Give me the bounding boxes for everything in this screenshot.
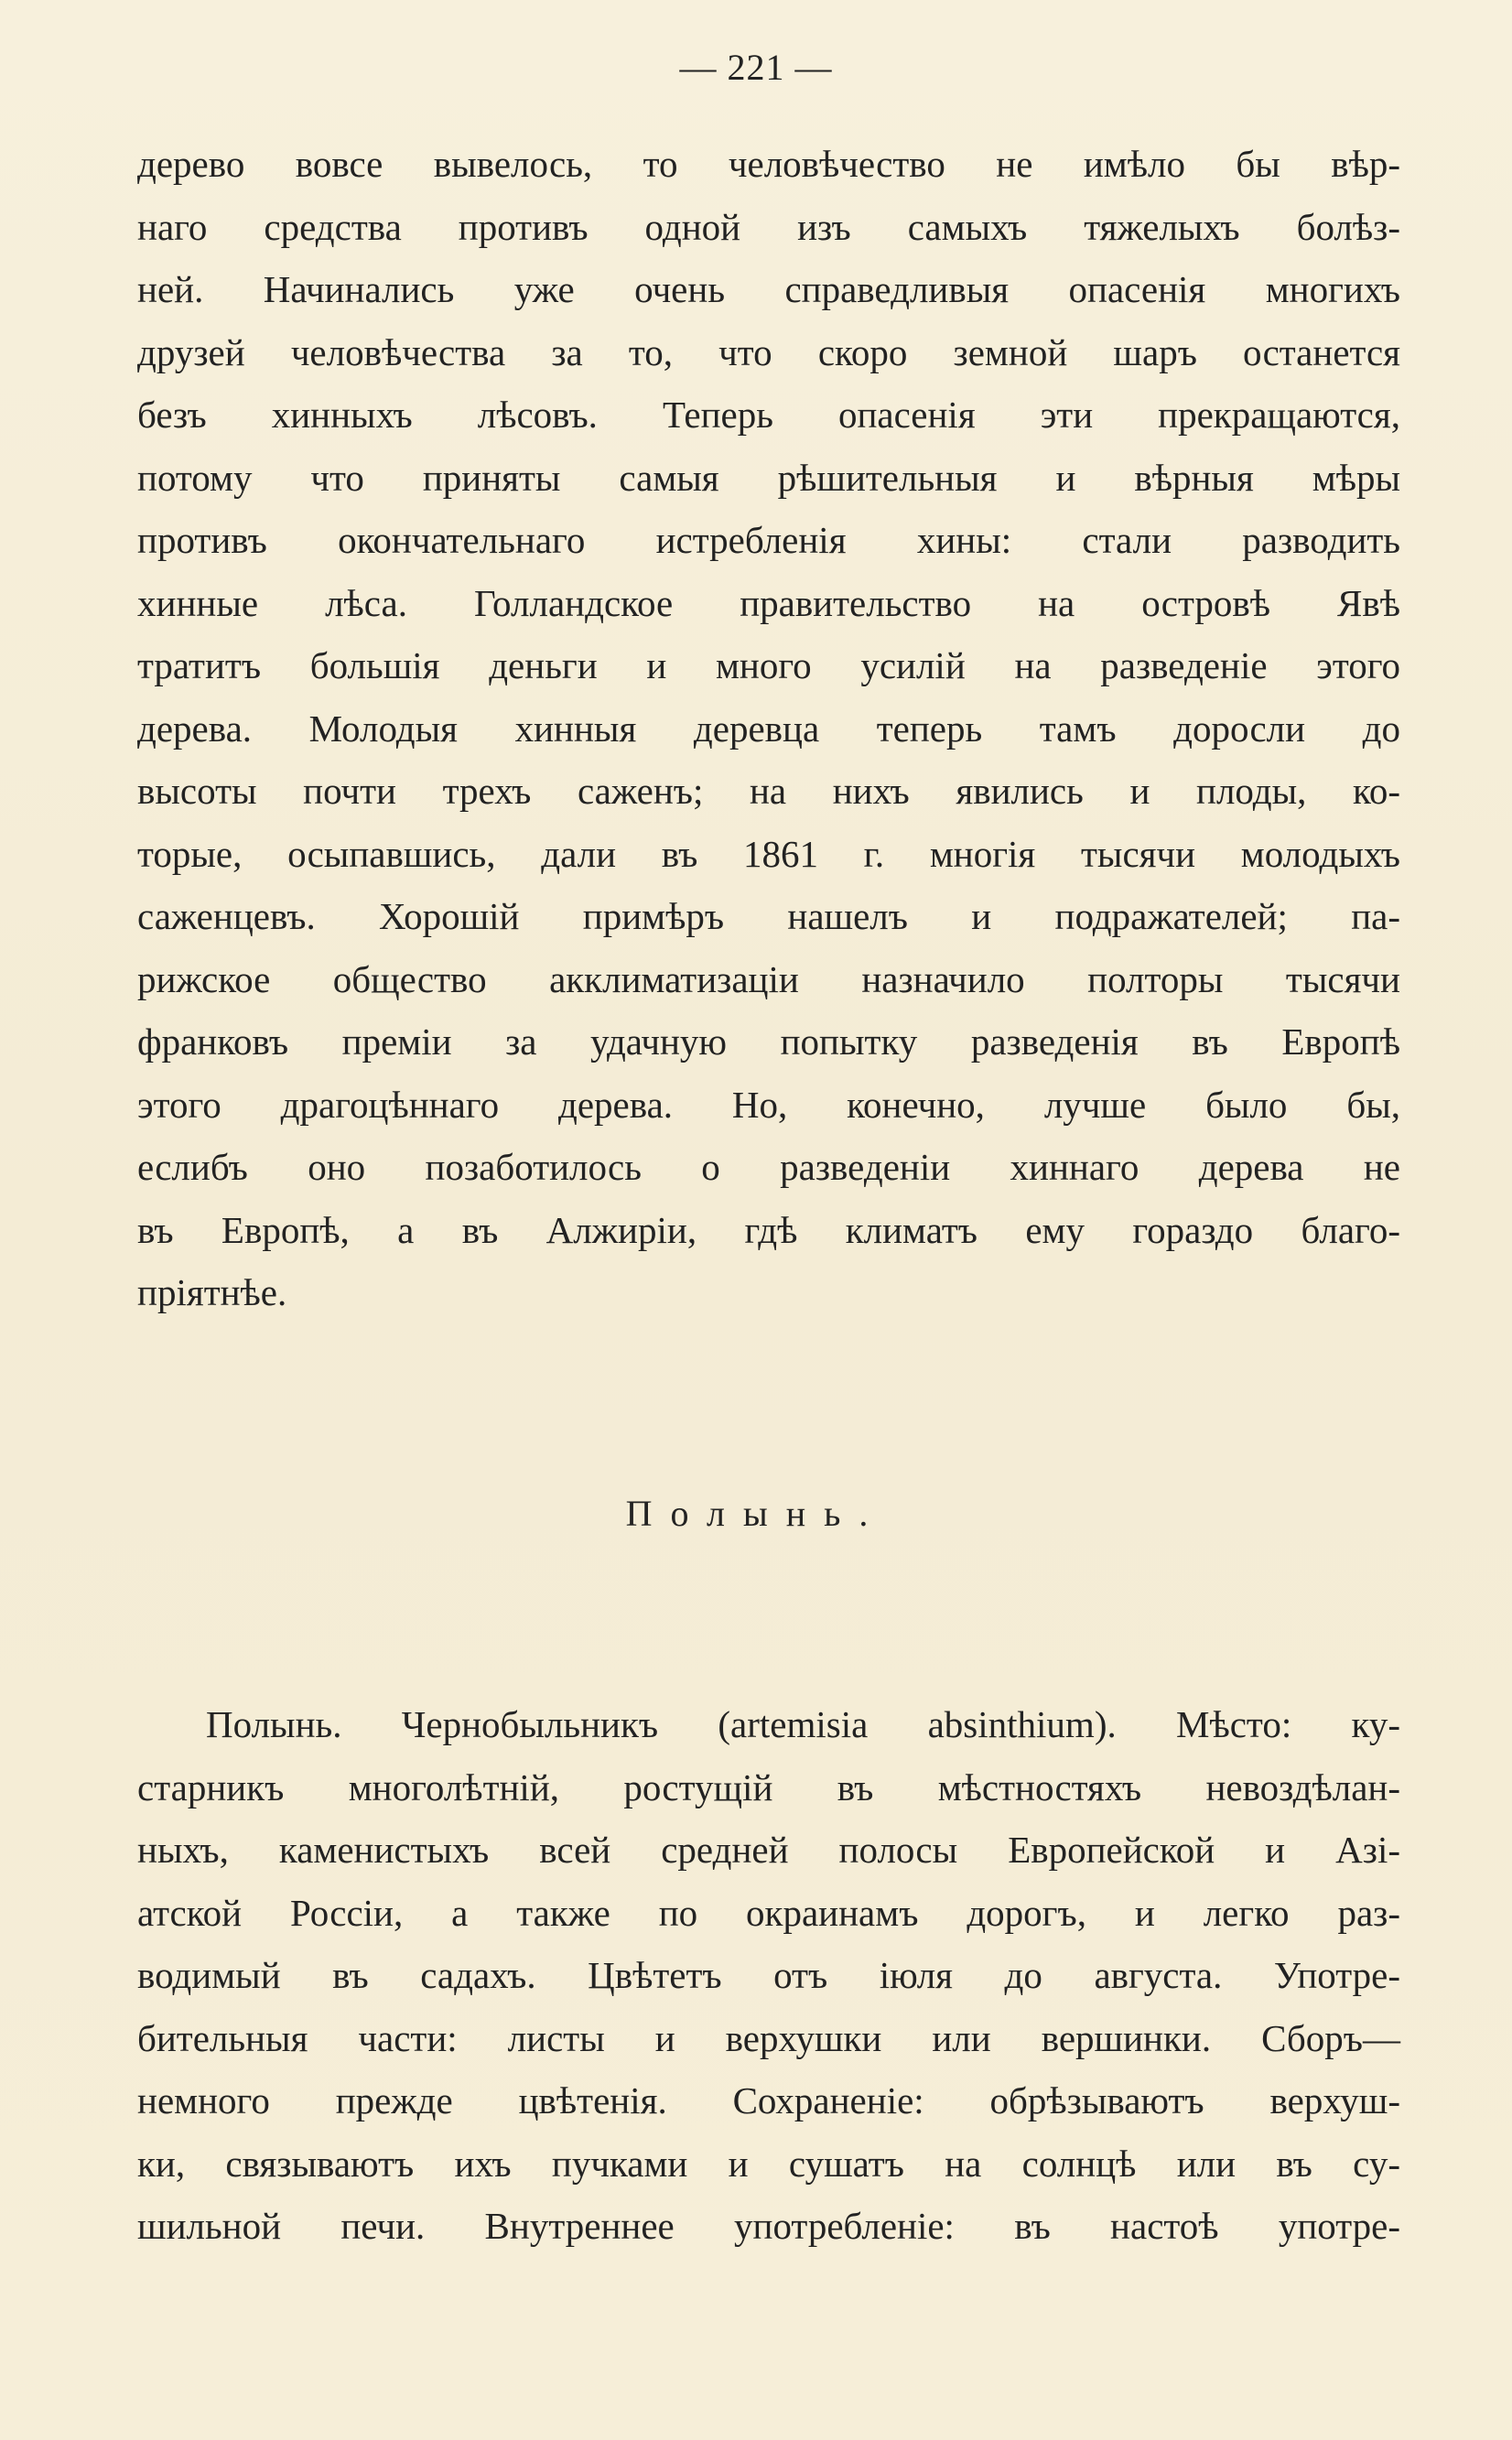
text-line: саженцевъ. Хорошій примѣръ нашелъ и подражателей; па- (137, 895, 1400, 937)
text-line: противъ окончательнаго истребленія хины: стали разводить (137, 519, 1400, 561)
text-line: шильной печи. Внутреннее употребленіе: въ настоѣ употре- (137, 2205, 1400, 2247)
text-line: водимый въ садахъ. Цвѣтетъ отъ іюля до августа. Употре- (137, 1954, 1400, 1996)
text-line: франковъ преміи за удачную попытку разведенія въ Европѣ (137, 1020, 1400, 1063)
text-line: дерево вовсе вывелось, то человѣчество не имѣло бы вѣр- (137, 143, 1400, 185)
text-line: ней. Начинались уже очень справедливыя опасенія многихъ (137, 268, 1400, 310)
text-line: пріятнѣе. (137, 1271, 287, 1313)
text-line: ныхъ, каменистыхъ всей средней полосы Европейской и Азі- (137, 1829, 1400, 1871)
text-line: торые, осыпавшись, дали въ 1861 г. многія тысячи молодыхъ (137, 832, 1400, 875)
text-line: дерева. Молодыя хинныя деревца теперь тамъ доросли до (137, 707, 1400, 750)
text-line: рижское общество акклиматизаціи назначило полторы тысячи (137, 957, 1400, 1000)
text-line: ки, связываютъ ихъ пучками и сушатъ на солнцѣ или въ су- (137, 2142, 1400, 2185)
text-line: атской Россіи, а также по окраинамъ дорогъ, и легко раз- (137, 1891, 1400, 1934)
text-line: бительныя части: листы и верхушки или вершинки. Сборъ— (137, 2016, 1400, 2059)
text-line: высоты почти трехъ саженъ; на нихъ явились и плоды, ко- (137, 770, 1400, 812)
text-line: друзей человѣчества за то, что скоро земной шаръ останется (137, 330, 1400, 373)
text-line: еслибъ оно позаботилось о разведеніи хиннаго дерева не (137, 1146, 1400, 1188)
text-line: старникъ многолѣтній, ростущій въ мѣстностяхъ невоздѣлан- (137, 1765, 1400, 1808)
page-number: — 221 — (679, 47, 833, 88)
text-line: въ Европѣ, а въ Алжиріи, гдѣ климатъ ему гораздо благо- (137, 1208, 1400, 1251)
text-line: потому что приняты самыя рѣшительныя и вѣрныя мѣры (137, 456, 1400, 499)
paragraph-cinchona (137, 133, 1400, 1324)
text-line: тратитъ большія деньги и много усилій на разведеніе этого (137, 644, 1400, 686)
text-line: хинные лѣса. Голландское правительство на островѣ Явѣ (137, 581, 1400, 624)
section-heading: Полынь. (625, 1493, 887, 1534)
paragraph-wormwood (137, 1693, 1400, 2258)
text-line: безъ хинныхъ лѣсовъ. Теперь опасенія эти прекращаются, (137, 394, 1400, 436)
text-line: этого драгоцѣннаго дерева. Но, конечно, лучше было бы, (137, 1083, 1400, 1126)
text-line: наго средства противъ одной изъ самыхъ тяжелыхъ болѣз- (137, 205, 1400, 248)
text-line: немного прежде цвѣтенія. Сохраненіе: обрѣзываютъ верхуш- (137, 2079, 1400, 2122)
text-line: Полынь. Чернобыльникъ (artemisia absinthium). Мѣсто: ку- (206, 1703, 1400, 1745)
